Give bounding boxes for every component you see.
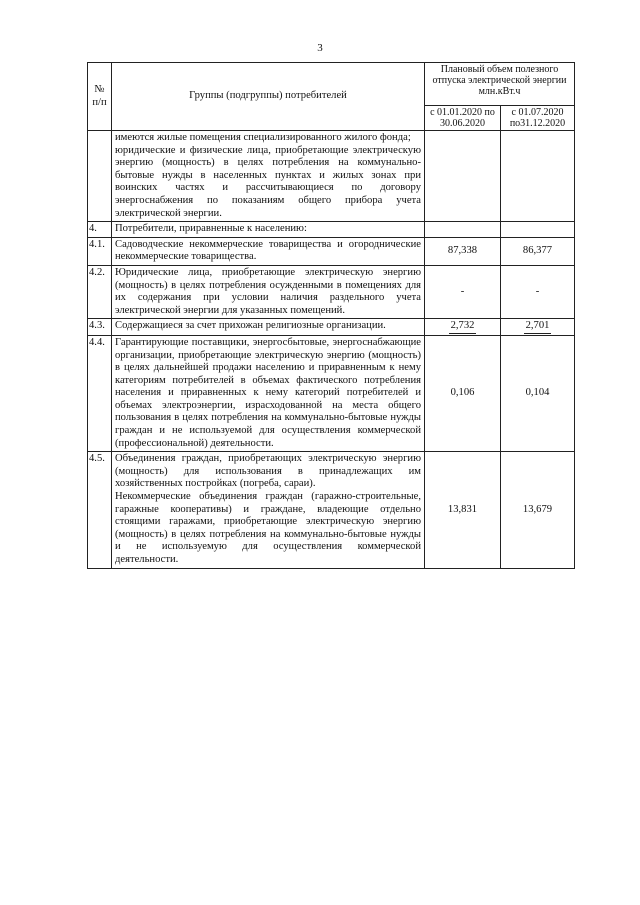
header-period-2: с 01.07.2020 по31.12.2020	[501, 106, 575, 131]
row-number: 4.4.	[88, 335, 112, 451]
table-row	[88, 265, 575, 318]
header-groups: Группы (подгруппы) потребителей	[112, 63, 425, 131]
row-value-period-2	[501, 335, 575, 451]
description-paragraph: имеются жилые помещения специализированного жилого фонда;	[115, 132, 411, 143]
row-number: 4.3.	[88, 319, 112, 336]
row-value-period-2	[501, 265, 575, 318]
description-paragraph: Некоммерческие объединения граждан (гаражно-строительные, гаражные кооперативы) и граждане, владеющие отдельно стоящими гаражами, приобретающие электрическую энергию (мощность) в целях потребления на коммунально-бытовые нужды и не используемую для осуществления коммерческой деятельности.	[115, 491, 421, 565]
value-text: 0,104	[525, 387, 550, 399]
row-description	[112, 131, 425, 222]
value-text: 2,732	[449, 320, 477, 334]
row-value-period-1	[425, 237, 501, 265]
header-plan	[425, 63, 575, 106]
row-value-period-1	[425, 452, 501, 568]
row-description	[112, 452, 425, 568]
description-paragraph: Объединения граждан, приобретающих электрическую энергию (мощность) для использования в принадлежащих им хозяйственных постройках (погреба, сараи).	[115, 453, 421, 490]
value-text: -	[535, 285, 540, 297]
description-paragraph: Садоводческие некоммерческие товарищества и огороднические некоммерческие товарищества.	[115, 238, 421, 263]
value-text: 13,831	[447, 503, 478, 515]
value-text: 0,106	[450, 387, 475, 399]
description-paragraph: юридические и физические лица, приобретающие электрическую энергию (мощность) в целях потребления на коммунально-бытовые нужды в населенных пунктах и жилых зонах при воинских частях и рассчитывающиеся по договору энергоснабжения по показаниям общего прибора учета электрической энергии.	[115, 144, 421, 219]
row-number: 4.1.	[88, 237, 112, 265]
description-paragraph: Юридические лица, приобретающие электрическую энергию (мощность) в целях потребления осужденными в помещениях для их содержания при условии наличия раздельного учета электрической энергии для указанных помещений.	[115, 266, 421, 316]
table-row	[88, 452, 575, 568]
table-row	[88, 319, 575, 336]
row-value-period-2	[501, 237, 575, 265]
table-header-row	[88, 63, 575, 106]
row-value-period-1	[425, 319, 501, 336]
row-number	[88, 131, 112, 222]
row-value-period-2	[501, 319, 575, 336]
description-paragraph: Содержащиеся за счет прихожан религиозные организации.	[115, 320, 386, 332]
table-row	[88, 335, 575, 451]
row-description	[112, 335, 425, 451]
row-value-period-1	[425, 131, 501, 222]
row-description	[112, 319, 425, 336]
row-number: 4.	[88, 222, 112, 238]
header-plan-unit: млн.кВт.ч	[478, 86, 521, 97]
value-text: 2,701	[524, 320, 552, 334]
page-number: 3	[317, 42, 323, 54]
row-description	[112, 265, 425, 318]
row-value-period-2	[501, 452, 575, 568]
value-text: 86,377	[522, 245, 553, 257]
description-paragraph: Потребители, приравненные к населению:	[115, 223, 307, 235]
row-number: 4.5.	[88, 452, 112, 568]
header-num: № п/п	[88, 63, 112, 131]
row-description	[112, 237, 425, 265]
header-period-1: с 01.01.2020 по 30.06.2020	[425, 106, 501, 131]
value-text: -	[460, 285, 465, 297]
table-row	[88, 131, 575, 222]
row-value-period-2	[501, 222, 575, 238]
row-value-period-2	[501, 131, 575, 222]
table-row	[88, 237, 575, 265]
value-text: 87,338	[447, 245, 478, 257]
header-plan-title: Плановый объем полезного отпуска электрической энергии	[432, 64, 567, 86]
consumption-table	[87, 62, 575, 569]
table-row	[88, 222, 575, 238]
row-number: 4.2.	[88, 265, 112, 318]
row-description	[112, 222, 425, 238]
row-value-period-1	[425, 222, 501, 238]
value-text: 13,679	[522, 503, 553, 515]
row-value-period-1	[425, 265, 501, 318]
description-paragraph: Гарантирующие поставщики, энергосбытовые, энергоснабжающие организации, приобретающие электрическую энергию (мощность) в целях дальнейшей продажи населению и приравненным к нему категориям потребителей в объемах фактического потребления населения и приравненных к нему категорий потребителей и объемах электроэнергии, израсходованной на места общего пользования в целях потребления на коммунально-бытовые нужды граждан и не используемой для осуществления коммерческой (профессиональной) деятельности.	[115, 336, 421, 449]
row-value-period-1	[425, 335, 501, 451]
